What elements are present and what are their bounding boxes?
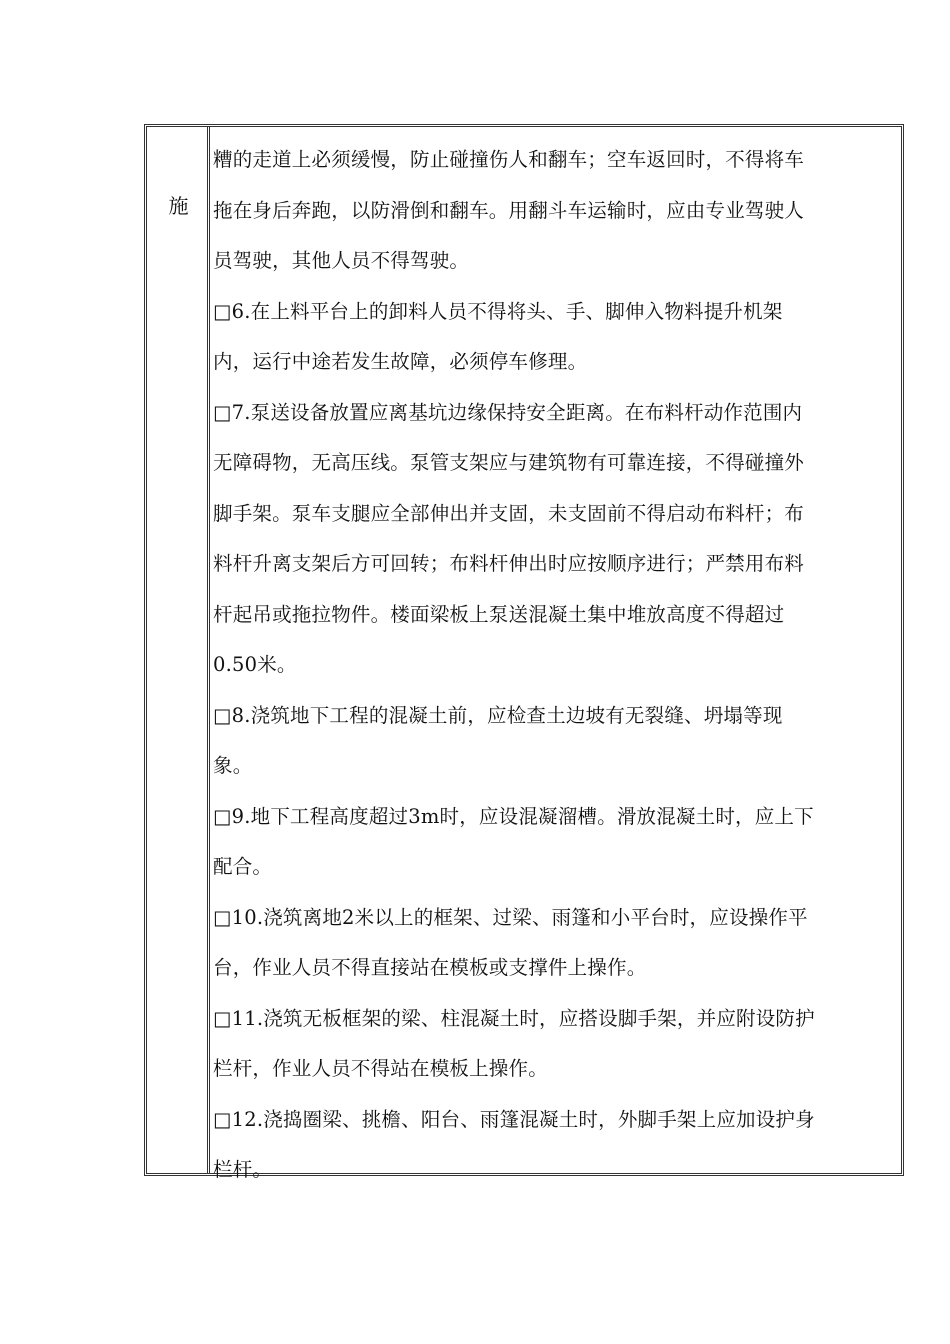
text-line: 象。 (213, 754, 253, 777)
text-line: □10.浇筑离地2米以上的框架、过梁、雨篷和小平台时，应设操作平 (213, 905, 808, 929)
text-line: □8.浇筑地下工程的混凝土前，应检查土边坡有无裂缝、坍塌等现 (213, 703, 783, 727)
text-line: □6.在上料平台上的卸料人员不得将头、手、脚伸入物料提升机架 (213, 299, 783, 323)
text-line: 料杆升离支架后方可回转；布料杆伸出时应按顺序进行；严禁用布料 (213, 552, 805, 575)
row-label: 施 (168, 194, 189, 218)
text-line: 内，运行中途若发生故障，必须停车修理。 (213, 350, 588, 373)
row-label-cell (147, 127, 210, 1173)
text-line: 脚手架。泵车支腿应全部伸出并支固，未支固前不得启动布料杆；布 (213, 501, 805, 525)
text-line: □11.浇筑无板框架的梁、柱混凝土时，应搭设脚手架，并应附设防护 (213, 1006, 815, 1030)
text-line: 台，作业人员不得直接站在模板或支撑件上操作。 (213, 956, 647, 979)
text-line: 拖在身后奔跑，以防滑倒和翻车。用翻斗车运输时，应由专业驾驶人 (213, 198, 805, 222)
text-line: 0.50米。 (213, 653, 297, 676)
text-line: 无障碍物，无高压线。泵管支架应与建筑物有可靠连接，不得碰撞外 (213, 451, 805, 474)
text-line: □12.浇捣圈梁、挑檐、阳台、雨篷混凝土时，外脚手架上应加设护身 (213, 1107, 815, 1131)
text-line: 栏杆。 (213, 1158, 273, 1181)
text-line: 员驾驶，其他人员不得驾驶。 (213, 249, 470, 272)
text-line: □9.地下工程高度超过3m时，应设混凝溜槽。滑放混凝土时，应上下 (213, 804, 814, 828)
text-line: 栏杆，作业人员不得站在模板上操作。 (213, 1057, 548, 1080)
safety-measures-table (144, 124, 904, 1181)
text-line: 配合。 (213, 855, 273, 878)
content-cell (213, 135, 895, 1181)
text-line: 杆起吊或拖拉物件。楼面梁板上泵送混凝土集中堆放高度不得超过 (213, 602, 785, 626)
text-line: 糟的走道上必须缓慢，防止碰撞伤人和翻车；空车返回时，不得将车 (213, 148, 805, 171)
text-line: □7.泵送设备放置应离基坑边缘保持安全距离。在布料杆动作范围内 (213, 400, 803, 424)
